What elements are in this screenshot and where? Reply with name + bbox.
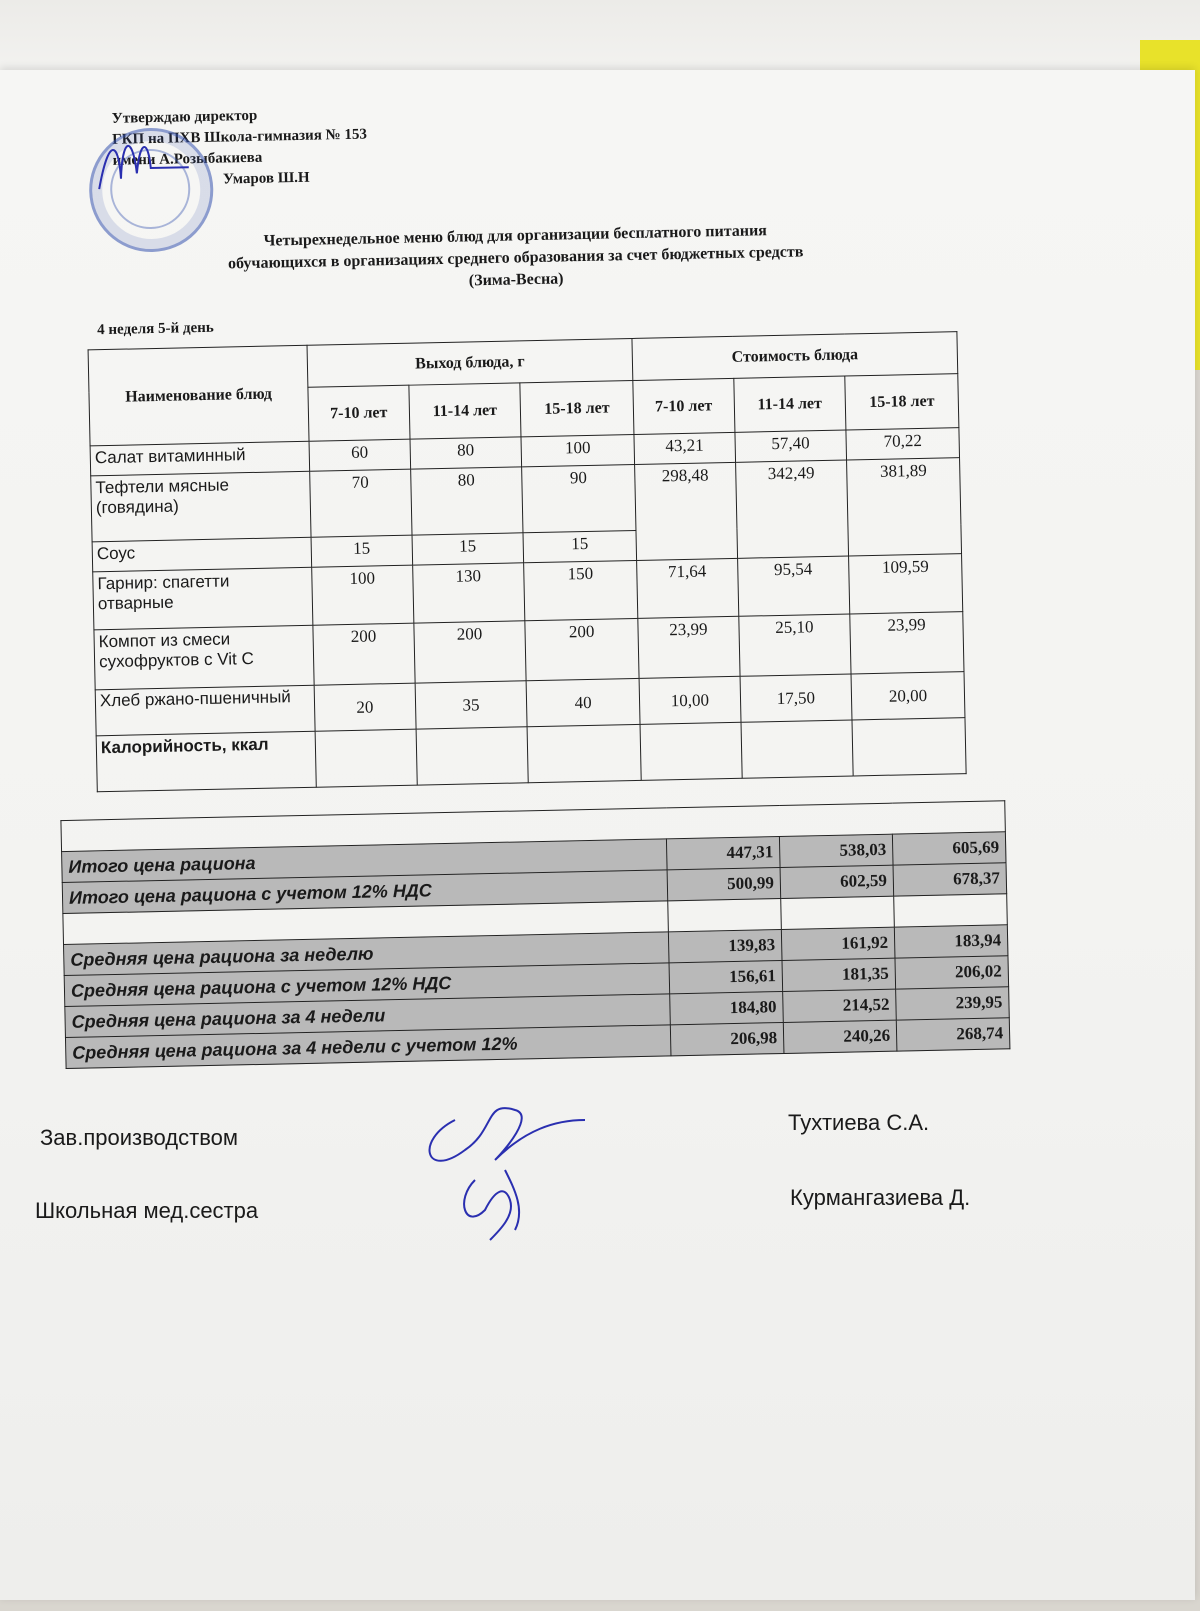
yield-age-3: 15-18 лет — [520, 380, 634, 436]
empty-cell — [416, 727, 529, 785]
dish-name: Соус — [92, 537, 312, 572]
yield-cell: 130 — [412, 563, 525, 623]
yield-cell: 60 — [309, 439, 410, 471]
empty-cell — [668, 899, 782, 932]
total-label: Средняя цена рациона за 4 недели с учетом 12% — [65, 1025, 671, 1069]
yield-cell: 150 — [524, 560, 638, 620]
cost-cell: 23,99 — [638, 616, 740, 678]
cost-cell: 23,99 — [850, 612, 964, 674]
cost-age-1: 7-10 лет — [633, 378, 735, 434]
yield-cell: 15 — [412, 533, 524, 565]
menu-table — [88, 331, 967, 792]
dish-name: Салат витаминный — [90, 441, 310, 476]
dish-name: Компот из смеси сухофруктов с Vit C — [94, 625, 314, 690]
approval-line-2: ГКП на ПХВ Школа-гимназия № 153 — [112, 126, 368, 148]
yield-cell: 40 — [526, 678, 640, 726]
yield-cell: 15 — [311, 535, 412, 567]
cost-cell: 342,49 — [735, 460, 848, 558]
total-value: 139,83 — [668, 929, 782, 962]
yield-cell: 200 — [414, 621, 527, 683]
cost-cell: 298,48 — [635, 462, 738, 560]
empty-cell — [894, 894, 1008, 927]
total-value: 605,69 — [892, 832, 1006, 865]
yield-age-1: 7-10 лет — [308, 385, 410, 441]
yield-cell: 100 — [521, 434, 634, 466]
cost-cell: 95,54 — [737, 556, 850, 616]
total-value: 678,37 — [893, 863, 1007, 896]
name-production-head: Тухтиева С.А. — [788, 1110, 930, 1135]
empty-cell — [315, 729, 417, 787]
cost-age-3: 15-18 лет — [845, 374, 959, 430]
cost-cell: 381,89 — [847, 458, 962, 556]
total-value: 239,95 — [896, 987, 1010, 1020]
yield-age-2: 11-14 лет — [409, 383, 522, 439]
total-label: Итого цена рациона — [62, 839, 668, 883]
cost-group-header: Стоимость блюда — [632, 332, 958, 381]
totals-table — [60, 800, 1010, 1069]
col-name-header: Наименование блюд — [88, 345, 309, 446]
cost-cell: 17,50 — [740, 674, 852, 722]
empty-cell — [527, 724, 641, 782]
empty-cell — [852, 718, 966, 776]
yield-cell: 200 — [525, 618, 639, 680]
cost-cell: 43,21 — [634, 432, 735, 464]
yield-cell: 80 — [410, 467, 523, 535]
total-value: 447,31 — [666, 837, 780, 870]
title-line-2: обучающихся в организациях среднего образования за счет бюджетных средств — [227, 243, 804, 273]
total-value: 240,26 — [783, 1020, 897, 1053]
yield-group-header: Выход блюда, г — [307, 338, 633, 387]
total-value: 500,99 — [667, 868, 781, 901]
dish-name: Гарнир: спагетти отварные — [93, 567, 313, 630]
approval-line-1: Утверждаю директор — [111, 107, 258, 127]
yield-cell: 20 — [314, 683, 416, 731]
total-value: 184,80 — [670, 991, 784, 1024]
name-school-nurse: Курмангазиева Д. — [790, 1185, 971, 1210]
total-label: Средняя цена рациона за 4 недели — [65, 994, 671, 1038]
total-value: 206,98 — [670, 1022, 784, 1055]
title-line-3: (Зима-Весна) — [468, 270, 564, 290]
total-label: Средняя цена рациона с учетом 12% НДС — [64, 963, 670, 1007]
director-signature — [88, 127, 210, 209]
yield-cell: 70 — [310, 469, 412, 537]
cost-cell: 71,64 — [637, 558, 739, 618]
total-value: 161,92 — [781, 927, 895, 960]
yield-cell: 100 — [312, 565, 414, 625]
week-day-label: 4 неделя 5-й день — [96, 319, 214, 339]
approval-line-4: Умаров Ш.Н — [222, 169, 310, 188]
cost-cell: 10,00 — [639, 676, 741, 724]
dish-name: Хлеб ржано-пшеничный — [95, 685, 315, 736]
cost-age-2: 11-14 лет — [733, 376, 846, 432]
total-value: 183,94 — [894, 925, 1008, 958]
document-title — [90, 217, 941, 301]
total-value: 602,59 — [780, 865, 894, 898]
total-value: 206,02 — [895, 956, 1009, 989]
yield-cell: 200 — [313, 623, 415, 685]
total-label: Итого цена рациона с учетом 12% НДС — [62, 870, 668, 914]
role-school-nurse: Школьная мед.сестра — [35, 1198, 259, 1223]
yield-cell: 35 — [415, 681, 527, 729]
total-value: 214,52 — [783, 989, 897, 1022]
total-value: 181,35 — [782, 958, 896, 991]
role-production-head: Зав.производством — [40, 1125, 238, 1150]
title-line-1: Четырехнедельное меню блюд для организации бесплатного питания — [263, 222, 768, 250]
yield-cell: 80 — [410, 437, 522, 469]
cost-cell: 25,10 — [738, 614, 851, 676]
yield-cell: 15 — [523, 530, 636, 562]
yield-cell: 90 — [522, 464, 636, 532]
dish-name: Тефтели мясные (говядина) — [91, 471, 311, 542]
cost-cell: 20,00 — [851, 672, 965, 720]
total-label: Средняя цена рациона за неделю — [64, 932, 670, 976]
total-value: 156,61 — [669, 960, 783, 993]
calories-label: Калорийность, ккал — [96, 731, 316, 792]
handwritten-signatures — [415, 1090, 595, 1250]
approval-line-3: имени А.Розыбакиева — [112, 149, 263, 169]
cost-cell: 109,59 — [849, 554, 963, 614]
empty-cell — [781, 896, 895, 929]
empty-cell — [741, 720, 854, 778]
total-value: 538,03 — [779, 834, 893, 867]
total-value: 268,74 — [896, 1018, 1010, 1051]
cost-cell: 70,22 — [846, 428, 959, 460]
cost-cell: 57,40 — [735, 430, 847, 462]
empty-cell — [640, 722, 742, 780]
